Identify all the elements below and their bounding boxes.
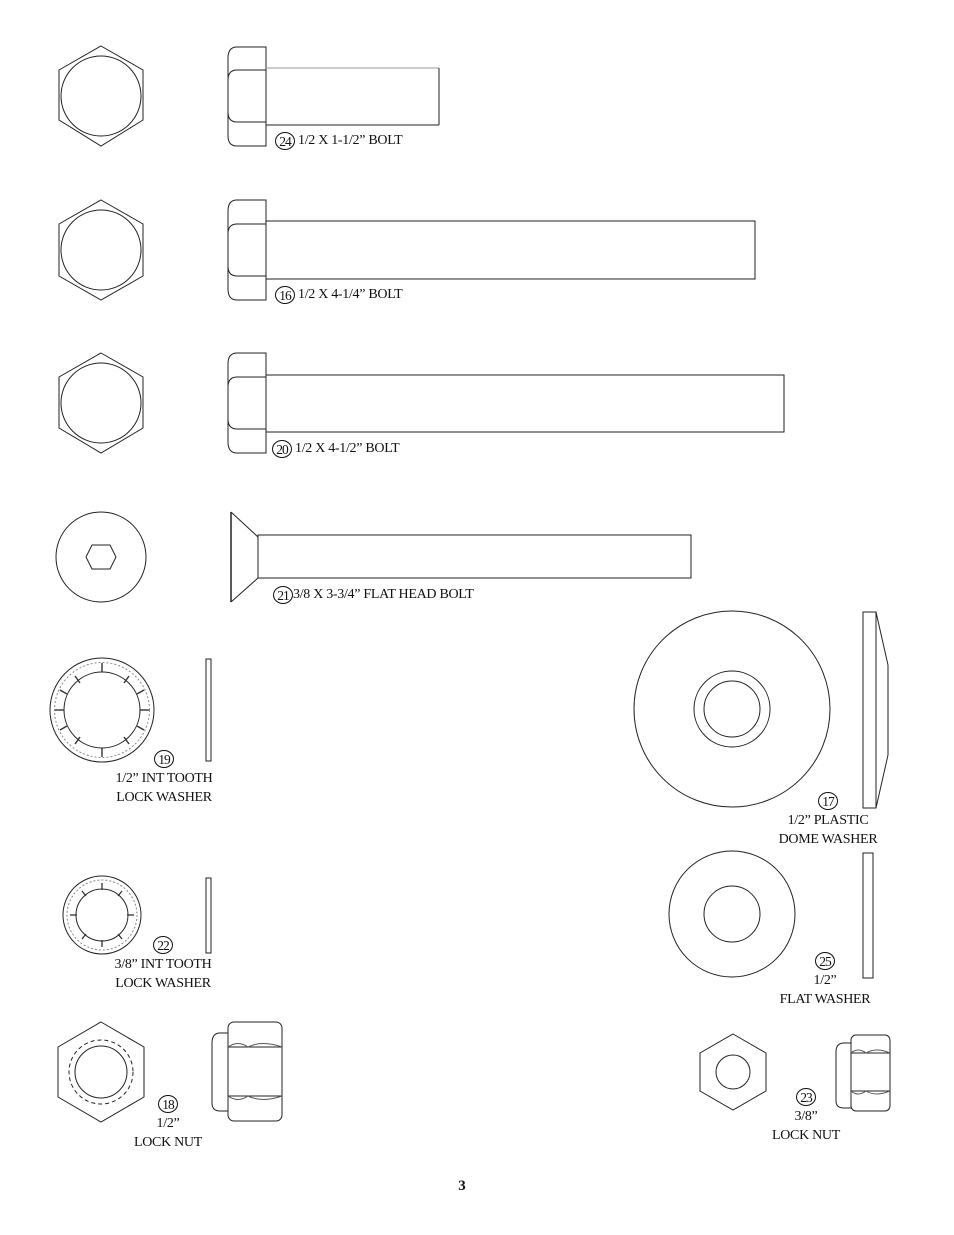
part-desc-23-line1: 3/8” [794,1109,818,1125]
dome-washer-17-face [634,611,830,807]
part-number-21: 21 [273,586,293,604]
part-label-22 [103,936,223,993]
bolt-24-end-view [59,46,143,146]
part-desc-20: 1/2 X 4-1/2” BOLT [295,441,400,456]
part-number-20: 20 [272,440,292,458]
part-desc-25-line2: FLAT WASHER [779,992,871,1008]
lock-washer-19-face [50,658,154,762]
part-desc-17-line1: 1/2” PLASTIC [787,813,869,829]
part-label-16 [275,285,402,304]
bolt-20-side-view [228,353,784,453]
part-label-19 [104,750,224,807]
part-label-17 [768,792,888,849]
bolt-20-end-view [59,353,143,453]
part-desc-17-line2: DOME WASHER [778,832,878,848]
part-label-18 [118,1095,218,1152]
part-desc-19-line1: 1/2” INT TOOTH [115,771,213,787]
part-number-24: 24 [275,132,295,150]
part-number-17: 17 [818,792,838,810]
part-desc-22-line2: LOCK WASHER [115,976,211,992]
part-label-23 [756,1088,856,1145]
dome-washer-17-edge [863,612,888,808]
part-number-19: 19 [154,750,174,768]
flat-head-bolt-21-end-view [56,512,146,602]
part-label-25 [765,952,885,1009]
bolt-16-end-view [59,200,143,300]
lock-nut-18-side [212,1022,282,1121]
part-label-24 [275,131,402,150]
part-label-20 [272,439,399,458]
part-desc-16: 1/2 X 4-1/4” BOLT [298,287,403,302]
part-number-25: 25 [815,952,835,970]
part-desc-24: 1/2 X 1-1/2” BOLT [298,133,403,148]
part-desc-22-line1: 3/8” INT TOOTH [114,957,212,973]
part-desc-21: 3/8 X 3-3/4” FLAT HEAD BOLT [293,587,474,602]
part-desc-23-line2: LOCK NUT [772,1128,840,1144]
part-desc-18-line1: 1/2” [156,1116,180,1132]
part-desc-25-line1: 1/2” [813,973,837,989]
lock-washer-19-edge [206,659,211,761]
part-desc-19-line2: LOCK WASHER [116,790,212,806]
part-label-21 [273,585,474,604]
part-number-16: 16 [275,286,295,304]
part-number-23: 23 [796,1088,816,1106]
part-number-18: 18 [158,1095,178,1113]
part-number-22: 22 [153,936,173,954]
page-number: 3 [458,1178,466,1194]
part-desc-18-line2: LOCK NUT [134,1135,202,1151]
